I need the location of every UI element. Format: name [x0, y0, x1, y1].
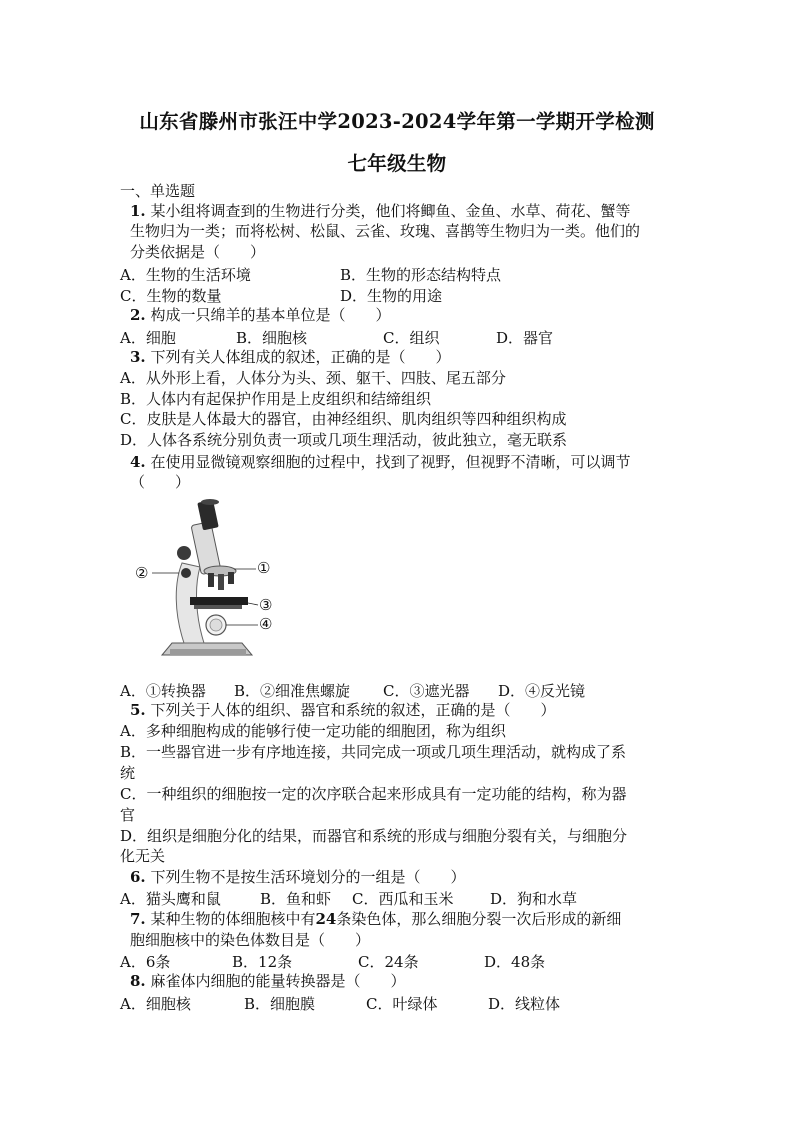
option-b: B．生物的形态结构特点 [340, 266, 502, 284]
question-1-stem-line-1: 1. 某小组将调查到的生物进行分类，他们将鲫鱼、金鱼、水草、荷花、蟹等 [130, 202, 631, 220]
question-number: 7. [130, 910, 146, 928]
question-number: 2. [130, 306, 146, 324]
option-c: C．叶绿体 [366, 995, 438, 1013]
question-6-stem: 6. 下列生物不是按生活环境划分的一组是（ ） [130, 868, 466, 886]
label-4: ④ [259, 615, 273, 633]
option-c: C．③遮光器 [383, 682, 470, 700]
option-a: A．生物的生活环境 [120, 266, 251, 284]
option-c: C．一种组织的细胞按一定的次序联合起来形成具有一定功能的结构，称为器 [120, 785, 627, 803]
microscope-figure [134, 493, 284, 673]
question-8-stem: 8. 麻雀体内细胞的能量转换器是（ ） [130, 972, 406, 990]
option-b: B．细胞核 [236, 329, 308, 347]
option-c: C．24条 [358, 953, 419, 971]
question-number: 1. [130, 202, 146, 220]
option-d: D．48条 [484, 953, 546, 971]
option-c: C．皮肤是人体最大的器官，由神经组织、肌肉组织等四种组织构成 [120, 410, 567, 428]
label-1: ① [257, 559, 271, 577]
label-2: ② [135, 564, 149, 582]
label-3: ③ [259, 596, 273, 614]
question-number: 5. [130, 701, 146, 719]
question-1-stem-line-3: 分类依据是（ ） [130, 243, 266, 261]
option-a: A．细胞核 [120, 995, 191, 1013]
option-b: B．②细准焦螺旋 [234, 682, 351, 700]
question-number: 4. [130, 453, 146, 471]
option-b: B．一些器官进一步有序地连接，共同完成一项或几项生理活动，就构成了系 [120, 743, 627, 761]
question-7-stem-line-1: 7. 某种生物的体细胞核中有24条染色体，那么细胞分裂一次后形成的新细 [130, 910, 622, 928]
option-b: B．人体内有起保护作用是上皮组织和结缔组织 [120, 390, 432, 408]
question-2-stem: 2. 构成一只绵羊的基本单位是（ ） [130, 306, 391, 324]
option-a: A．多种细胞构成的能够行使一定功能的细胞团，称为组织 [120, 722, 506, 740]
question-7-stem-line-2: 胞细胞核中的染色体数目是（ ） [130, 931, 371, 949]
option-d: D．人体各系统分别负责一项或几项生理活动，彼此独立，毫无联系 [120, 431, 568, 449]
option-b-cont: 统 [120, 764, 136, 782]
option-d-cont: 化无关 [120, 847, 166, 865]
option-d: D．④反光镜 [498, 682, 586, 700]
option-a: A．①转换器 [120, 682, 206, 700]
option-a: A．猫头鹰和鼠 [120, 890, 221, 908]
option-c: C．组织 [383, 329, 440, 347]
question-5-stem: 5. 下列关于人体的组织、器官和系统的叙述，正确的是（ ） [130, 701, 556, 719]
question-3-stem: 3. 下列有关人体组成的叙述，正确的是（ ） [130, 348, 451, 366]
option-d: D．组织是细胞分化的结果，而器官和系统的形成与细胞分裂有关，与细胞分 [120, 827, 628, 845]
question-number: 6. [130, 868, 146, 886]
exam-title: 山东省滕州市张汪中学2023-2024学年第一学期开学检测 [139, 110, 655, 133]
option-d: D．生物的用途 [340, 287, 443, 305]
question-number: 3. [130, 348, 146, 366]
question-4-stem-line-2: （ ） [130, 473, 191, 491]
option-b: B．细胞膜 [244, 995, 316, 1013]
option-c-cont: 官 [120, 806, 136, 824]
question-number: 8. [130, 972, 146, 990]
option-a: A．细胞 [120, 329, 176, 347]
option-d: D．器官 [496, 329, 554, 347]
option-b: B．12条 [232, 953, 293, 971]
option-b: B．鱼和虾 [260, 890, 332, 908]
question-4-stem-line-1: 4. 在使用显微镜观察细胞的过程中，找到了视野，但视野不清晰，可以调节 [130, 453, 631, 471]
question-1-stem-line-2: 生物归为一类；而将松树、松鼠、云雀、玫瑰、喜鹊等生物归为一类。他们的 [130, 222, 641, 240]
option-a: A．6条 [120, 953, 171, 971]
section-heading: 一、单选题 [120, 182, 196, 200]
option-c: C．西瓜和玉米 [352, 890, 454, 908]
option-d: D．狗和水草 [490, 890, 578, 908]
option-d: D．线粒体 [488, 995, 561, 1013]
option-c: C．生物的数量 [120, 287, 222, 305]
option-a: A．从外形上看，人体分为头、颈、躯干、四肢、尾五部分 [120, 369, 506, 387]
exam-subtitle: 七年级生物 [347, 152, 447, 175]
